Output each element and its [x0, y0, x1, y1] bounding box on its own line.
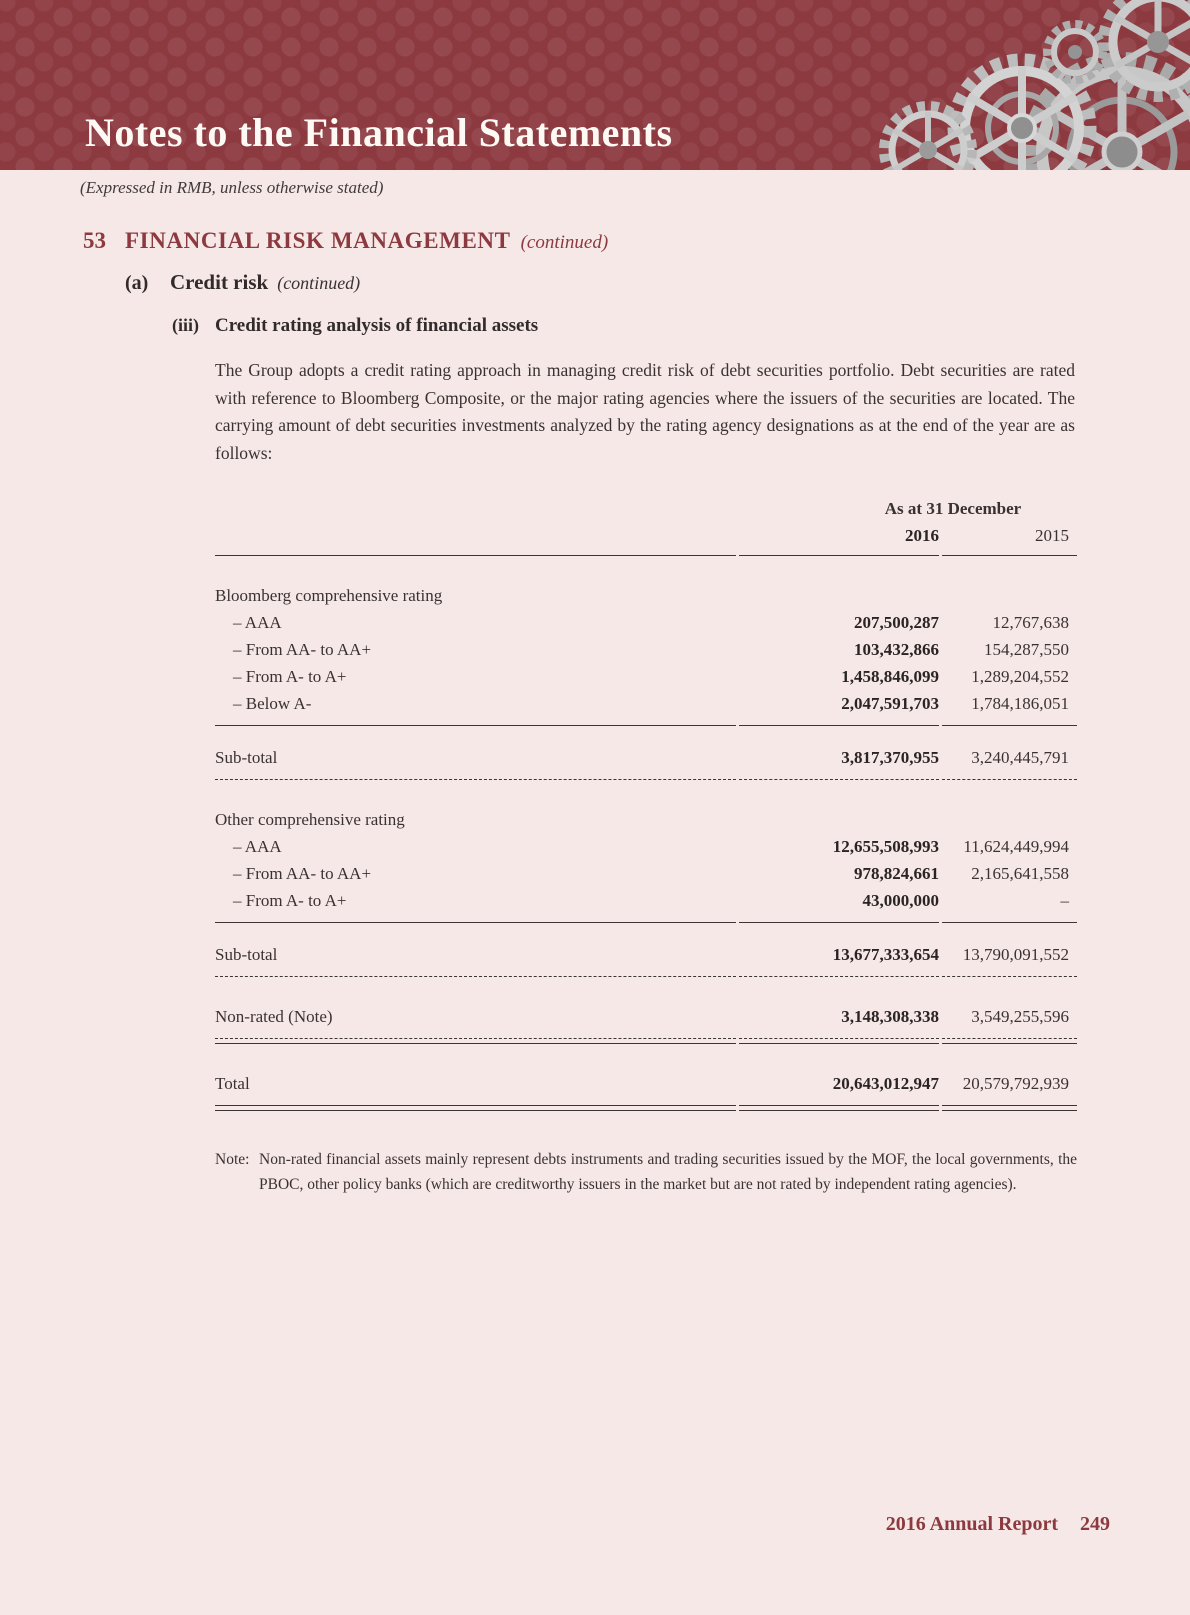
table-row: – From A- to A+ 43,000,000 –: [233, 891, 1069, 910]
table-nonrated-row: Non-rated (Note) 3,148,308,338 3,549,255,596: [215, 1007, 1069, 1026]
table-row: – Below A- 2,047,591,703 1,784,186,051: [233, 694, 1069, 713]
credit-rating-table: [215, 499, 1077, 1111]
table-row: Bloomberg comprehensive rating: [215, 586, 443, 605]
subsubsection-title: Credit rating analysis of financial assets: [215, 315, 539, 336]
page-title: Notes to the Financial Statements: [85, 110, 673, 155]
table-row: – From A- to A+ 1,458,846,099 1,289,204,552: [233, 667, 1069, 686]
table-total-row: Total 20,643,012,947 20,579,792,939: [215, 1074, 1069, 1093]
intro-paragraph: The Group adopts a credit rating approach in managing credit risk of debt securities portfolio. Debt securities are rated with reference to Bloomberg Composite, or the major rating agencies where the issuers of the securities are located. The carrying amount of debt securities investments analyzed by the rating agency designations as at the end of the year are as follows:: [215, 360, 1075, 463]
page-footer: [886, 1513, 1110, 1536]
table-section-rule: [215, 922, 1077, 923]
subsection-heading: [125, 270, 1190, 295]
subsection-title: Credit risk: [170, 270, 269, 294]
table-section-rule: [215, 725, 1077, 726]
footer-report-title: 2016 Annual Report: [885, 1513, 1058, 1535]
table-period-row: [215, 499, 1077, 519]
subsubsection-heading: [172, 315, 1190, 337]
table-subtotal-row: Sub-total 13,677,333,654 13,790,091,552: [215, 945, 1069, 964]
page-number: 249: [1080, 1513, 1110, 1535]
page-banner: [0, 0, 1190, 170]
table-subtotal-rule: [215, 976, 1077, 977]
subsubsection-label: (iii): [172, 315, 199, 335]
section-title: FINANCIAL RISK MANAGEMENT: [125, 228, 511, 253]
table-row: – AAA 207,500,287 12,767,638: [233, 613, 1069, 632]
table-subtotal-row: Sub-total 3,817,370,955 3,240,445,791: [215, 748, 1069, 767]
currency-note: (Expressed in RMB, unless otherwise stated): [80, 178, 384, 197]
subsection-label: (a): [125, 272, 149, 294]
table-period-header: As at 31 December: [884, 499, 1022, 518]
subsection-continued: (continued): [277, 273, 361, 293]
section-number: 53: [83, 228, 106, 253]
col-header-2016: 2016: [905, 526, 939, 545]
table-row: – AAA 12,655,508,993 11,624,449,994: [233, 837, 1069, 856]
table-nonrated-rule: [215, 1038, 1077, 1044]
table-column-headers: [215, 519, 1077, 555]
table-row: – From AA- to AA+ 103,432,866 154,287,550: [233, 640, 1069, 659]
section-continued: (continued): [520, 232, 609, 253]
table-total-rule: [215, 1105, 1077, 1111]
gears-decoration-icon: [870, 0, 1190, 170]
table-row: – From AA- to AA+ 978,824,661 2,165,641,558: [233, 864, 1069, 883]
table-row: Other comprehensive rating: [215, 810, 405, 829]
footnote-label: Note:: [215, 1151, 250, 1168]
footnote-text: Non-rated financial assets mainly represent debts instruments and trading securities issued by the MOF, the local governments, the PBOC, other policy banks (which are creditworthy issuers in the market but are not rated by independent rating agencies).: [259, 1151, 1077, 1193]
col-header-2015: 2015: [1035, 526, 1069, 545]
section-heading: [83, 228, 1190, 254]
footnote: [215, 1147, 1077, 1197]
